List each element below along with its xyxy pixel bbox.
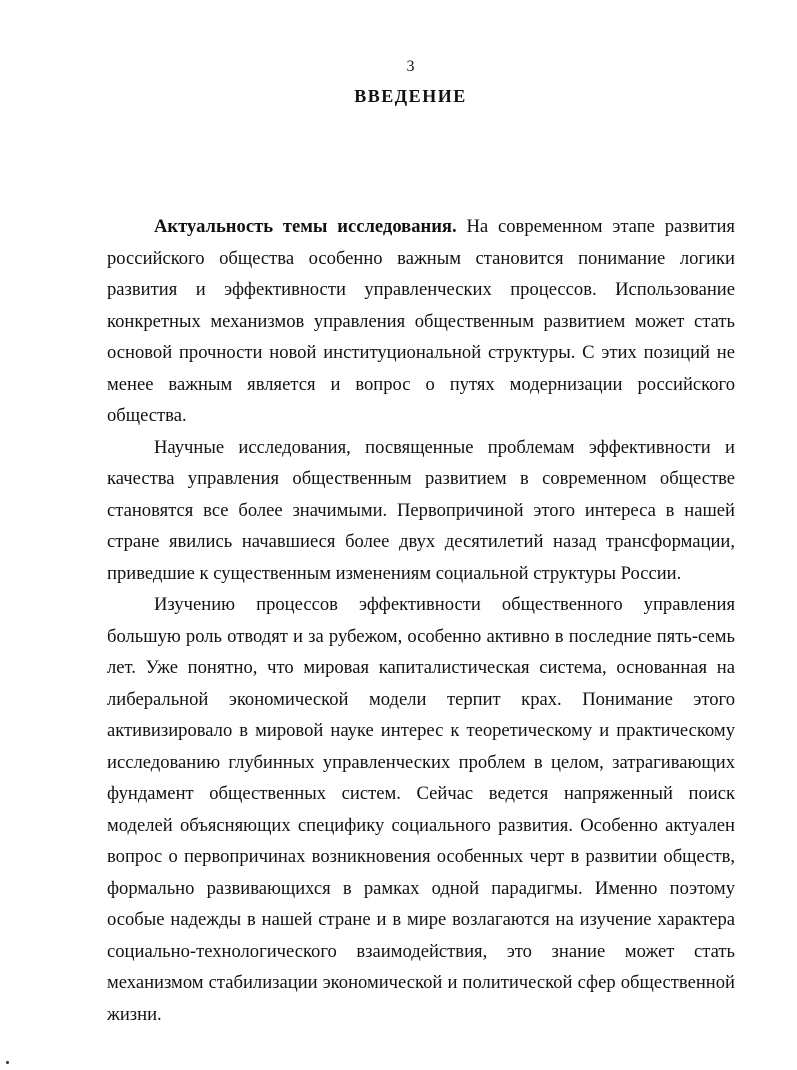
- section-heading: ВВЕДЕНИЕ: [354, 86, 467, 106]
- paragraph-text: На современном этапе развития российского общества особенно важным становится понимание логики развития и эффективности управленческих процессов. Использование конкретных механизмов управления общественным развитием может стать основой прочности новой институциональной структуры. С этих позиций не менее важным является и вопрос о путях модернизации российского общества.: [107, 216, 735, 426]
- paragraph-research: [107, 432, 735, 590]
- paragraph-text: Научные исследования, посвященные проблемам эффективности и качества управления общественным развитием в современном обществе становятся все более значимыми. Первопричиной этого интереса в нашей стране явились начавшиеся более двух десятилетий назад трансформации, приведшие к существенным изменениям социальной структуры России.: [107, 436, 735, 584]
- body-text: [107, 211, 735, 1030]
- paragraph-lead: Актуальность темы исследования.: [154, 216, 457, 237]
- paragraph-text: Изучению процессов эффективности общественного управления большую роль отводят и за рубежом, особенно активно в последние пять-семь лет. Уже понятно, что мировая капиталистическая система, основанная на либеральной экономической модели терпит крах. Понимание этого активизировало в мировой науке интерес к теоретическому и практическому исследованию глубинных управленческих проблем в целом, затрагивающих фундамент общественных систем. Сейчас ведется напряженный поиск моделей объясняющих специфику социального развития. Особенно актуален вопрос о первопричинах возникновения особенных черт в развитии обществ, формально развивающихся в рамках одной парадигмы. Именно поэтому особые надежды в нашей стране и в мире возлагаются на изучение характера социально-технологического взаимодействия, это знание может стать механизмом стабилизации экономической и политической сфер общественной жизни.: [107, 594, 735, 1025]
- paragraph-relevance: [107, 211, 735, 432]
- page-number: 3: [406, 58, 415, 75]
- scan-speck: [6, 1061, 9, 1064]
- paragraph-foreign-study: [107, 589, 735, 1030]
